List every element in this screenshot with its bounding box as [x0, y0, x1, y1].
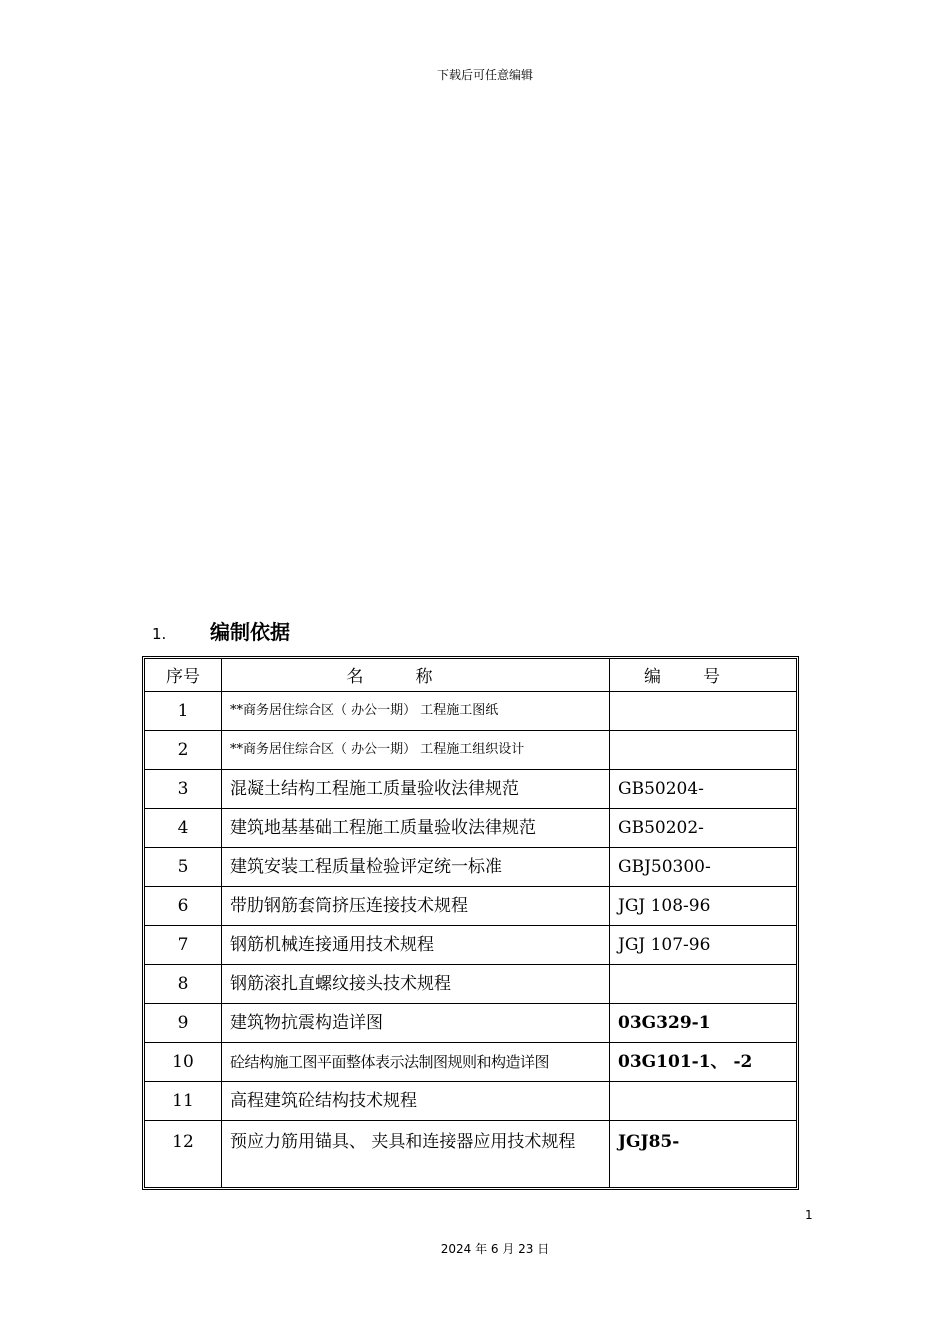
row-name: 高程建筑砼结构技术规程	[222, 1082, 610, 1121]
row-name: 预应力筋用锚具、 夹具和连接器应用技术规程	[222, 1121, 610, 1187]
header-seq: 序号	[145, 659, 222, 692]
row-name: 建筑安装工程质量检验评定统一标准	[222, 848, 610, 887]
table-row	[145, 887, 796, 926]
row-name: **商务居住综合区（ 办公一期） 工程施工组织设计	[222, 731, 610, 770]
table-row	[145, 809, 796, 848]
row-seq: 10	[145, 1043, 222, 1082]
table-row	[145, 1082, 796, 1121]
row-seq: 9	[145, 1004, 222, 1043]
footer-date: 2024 年 6 月 23 日	[440, 1242, 550, 1256]
page-number: 1	[805, 1208, 813, 1222]
table-row	[145, 926, 796, 965]
row-name: 带肋钢筋套筒挤压连接技术规程	[222, 887, 610, 926]
row-code: JGJ 108-96	[610, 887, 796, 926]
row-code: GBJ50300-	[610, 848, 796, 887]
row-code: 03G101-1、 -2	[610, 1043, 796, 1082]
row-seq: 5	[145, 848, 222, 887]
row-name: **商务居住综合区（ 办公一期） 工程施工图纸	[222, 692, 610, 731]
row-seq: 1	[145, 692, 222, 731]
row-name: 混凝土结构工程施工质量验收法律规范	[222, 770, 610, 809]
table-row	[145, 692, 796, 731]
header-code: 编号	[610, 659, 796, 692]
row-seq: 7	[145, 926, 222, 965]
row-code: JGJ85-	[618, 1132, 680, 1152]
header-note: 下载后可任意编辑	[436, 68, 533, 82]
row-name: 钢筋机械连接通用技术规程	[222, 926, 610, 965]
table-row	[145, 1121, 796, 1187]
row-code: GB50204-	[610, 770, 796, 809]
row-code	[610, 965, 796, 1004]
section-heading	[152, 616, 290, 645]
row-code	[610, 1082, 796, 1121]
row-code: JGJ 107-96	[610, 926, 796, 965]
table-row	[145, 848, 796, 887]
row-seq: 12	[145, 1121, 222, 1187]
header-name: 名称	[222, 659, 610, 692]
row-name: 建筑物抗震构造详图	[222, 1004, 610, 1043]
table-row	[145, 1004, 796, 1043]
table-row	[145, 770, 796, 809]
table-header-row	[145, 659, 796, 692]
table-row	[145, 731, 796, 770]
row-seq: 3	[145, 770, 222, 809]
row-code	[610, 692, 796, 731]
row-seq: 4	[145, 809, 222, 848]
row-seq: 6	[145, 887, 222, 926]
row-name: 建筑地基基础工程施工质量验收法律规范	[222, 809, 610, 848]
row-seq: 8	[145, 965, 222, 1004]
section-title: 编制依据	[210, 620, 290, 644]
section-number: 1.	[152, 625, 167, 643]
table-row	[145, 1043, 796, 1082]
basis-table	[142, 656, 799, 1190]
row-code: 03G329-1	[610, 1004, 796, 1043]
row-name: 砼结构施工图平面整体表示法制图规则和构造详图	[222, 1043, 610, 1082]
row-seq: 11	[145, 1082, 222, 1121]
row-seq: 2	[145, 731, 222, 770]
row-code	[610, 731, 796, 770]
row-name: 钢筋滚扎直螺纹接头技术规程	[222, 965, 610, 1004]
table-row	[145, 965, 796, 1004]
row-code: GB50202-	[610, 809, 796, 848]
